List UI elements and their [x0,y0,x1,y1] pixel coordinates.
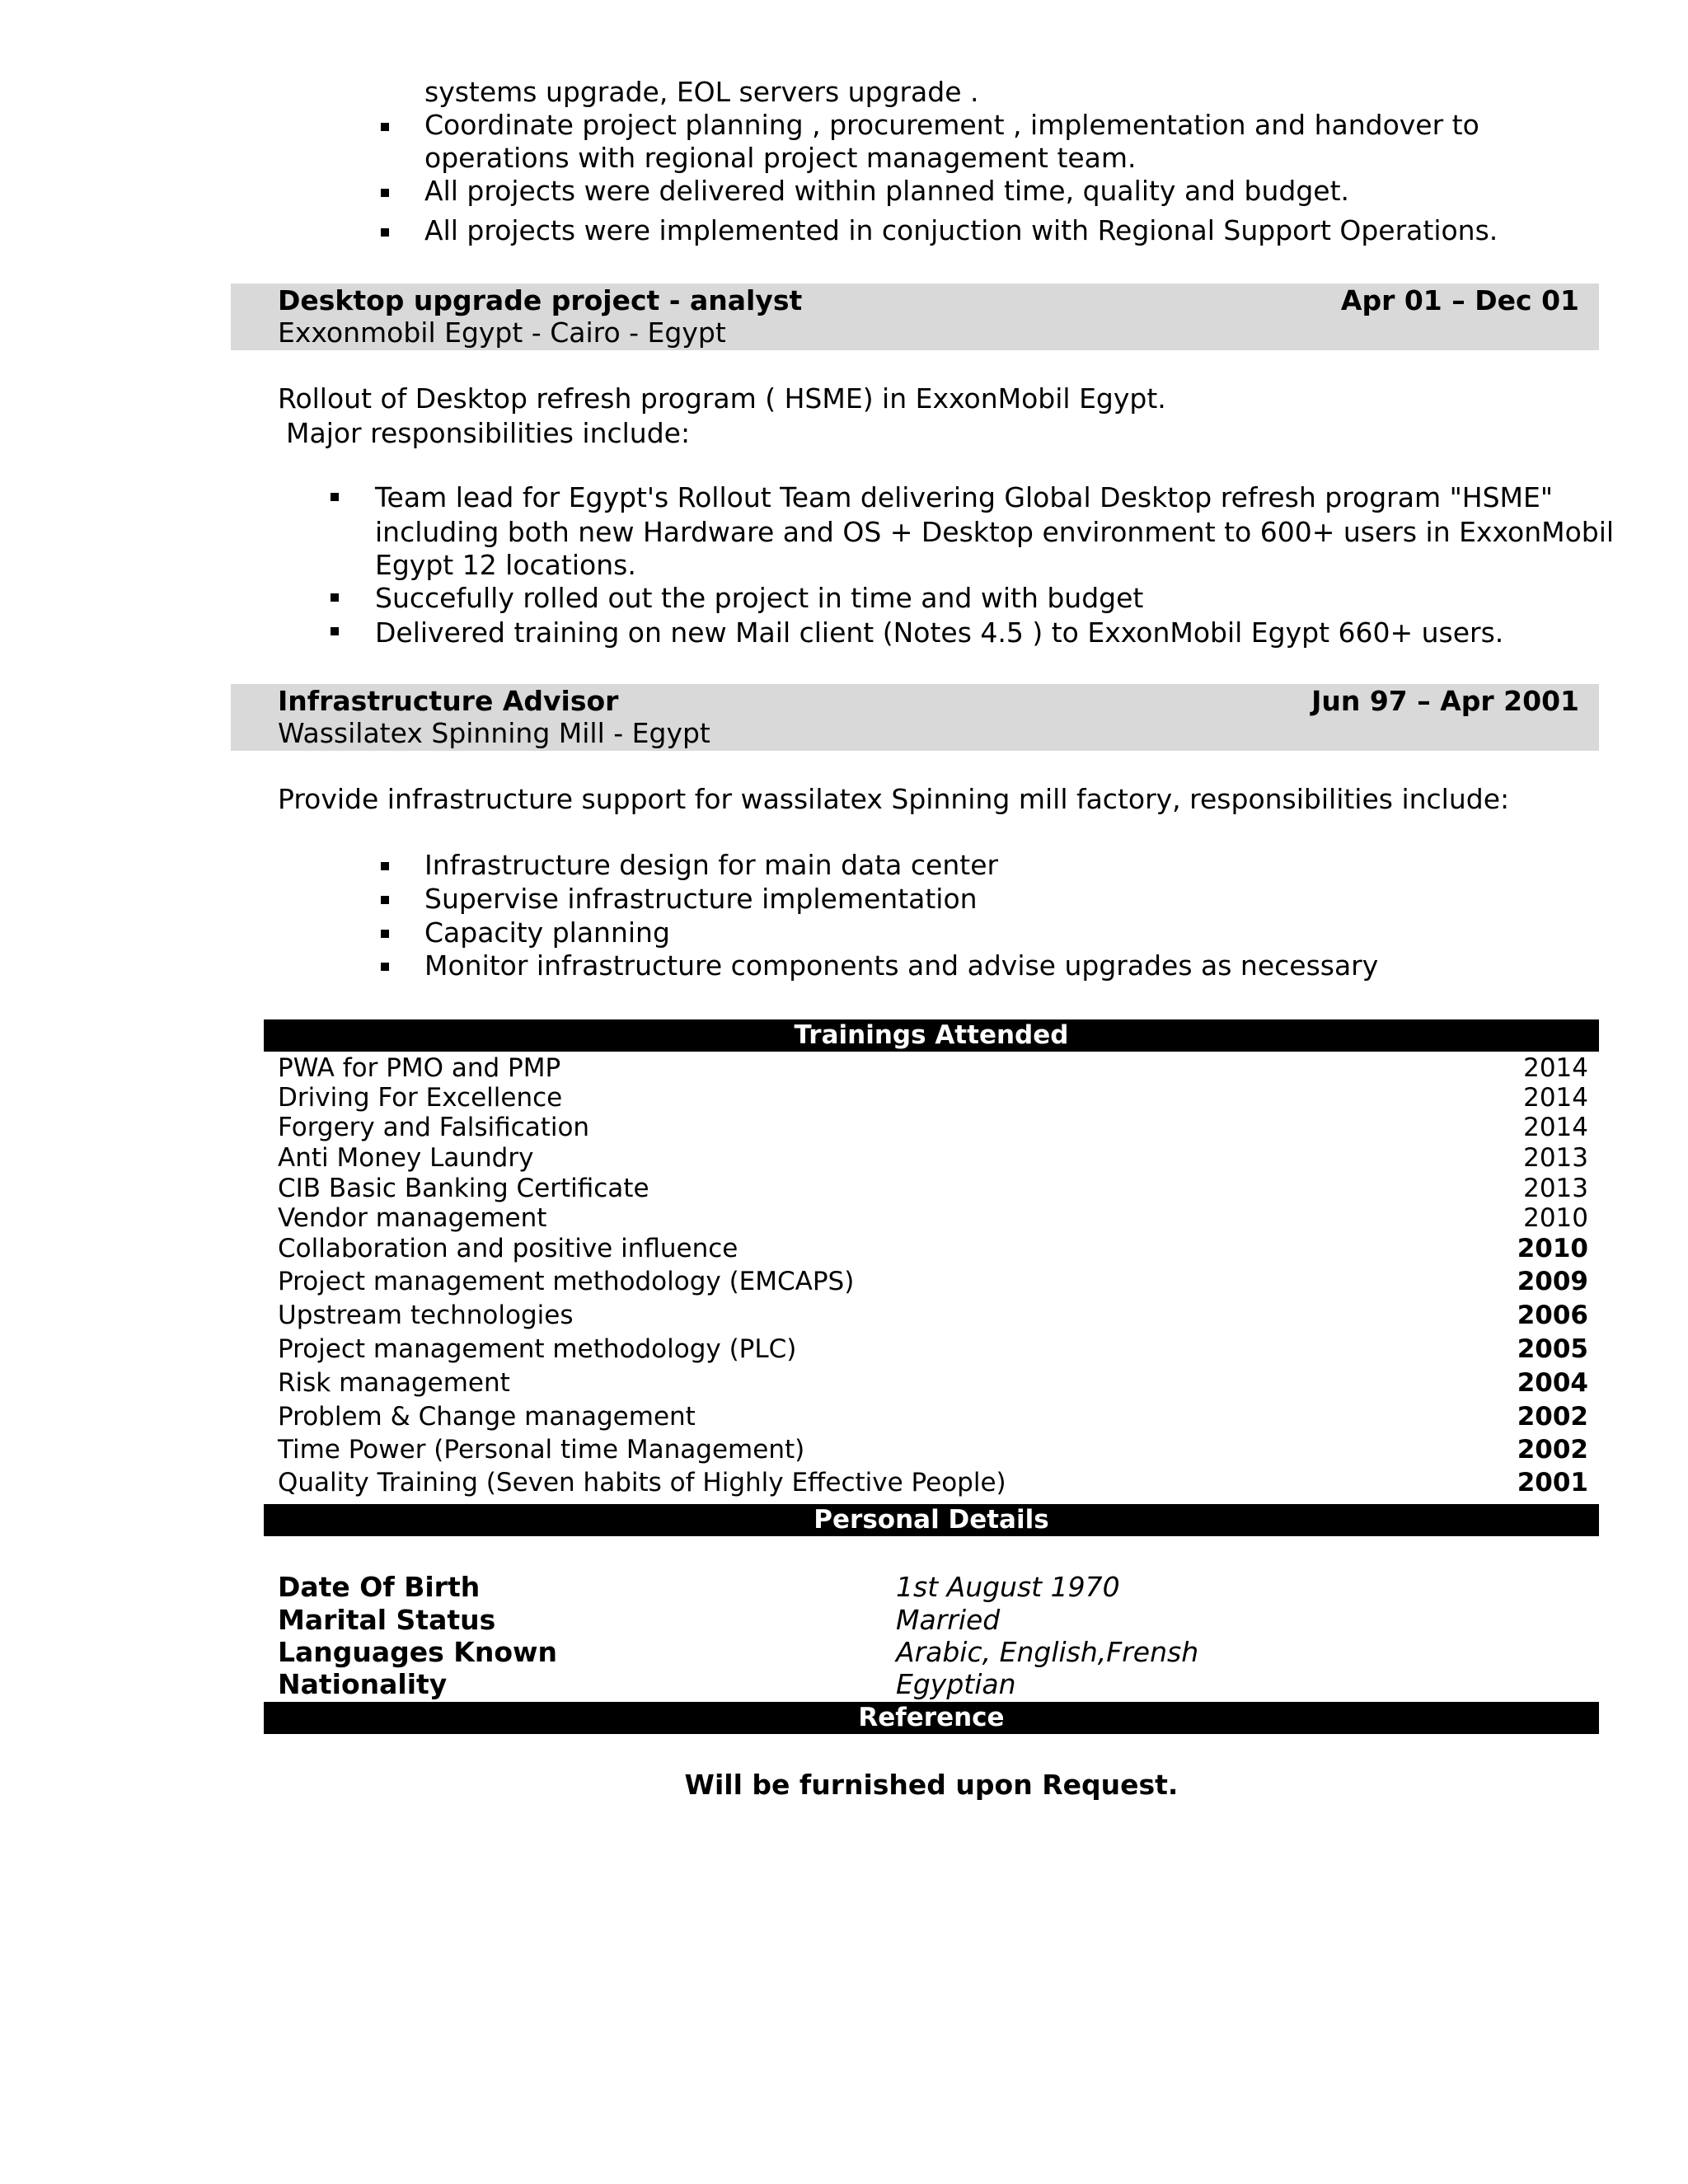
training-year: 2001 [1517,1468,1588,1497]
training-name: Risk management [278,1368,510,1398]
bullet-text: Delivered training on new Mail client (Notes 4.5 ) to ExxonMobil Egypt 660+ users. [375,616,1504,649]
bullet-marker [381,189,389,197]
training-name: PWA for PMO and PMP [278,1053,561,1083]
bullet-text: operations with regional project management team. [424,142,1137,174]
training-row [278,1234,1588,1267]
training-row [278,1402,1588,1435]
training-row [278,1368,1588,1402]
training-row [278,1174,1588,1203]
training-name: Project management methodology (EMCAPS) [278,1267,855,1296]
job-intro: Rollout of Desktop refresh program ( HSME) in ExxonMobil Egypt. [278,382,1166,415]
bullet-marker [381,228,389,237]
bullet-marker [381,123,389,131]
bullet-text: Capacity planning [424,916,670,949]
reference-heading: Reference [264,1702,1599,1734]
trainings-list [278,1053,1588,1499]
trainings-heading: Trainings Attended [264,1019,1599,1052]
job-company: Exxonmobil Egypt - Cairo - Egypt [278,316,726,349]
training-name: Problem & Change management [278,1402,696,1432]
job-intro: Provide infrastructure support for wassilatex Spinning mill factory, responsibilities include: [278,783,1510,815]
personal-heading: Personal Details [264,1504,1599,1536]
pd-label: Date Of Birth [278,1571,481,1603]
job-company: Wassilatex Spinning Mill - Egypt [278,717,710,749]
bullet-text: Team lead for Egypt's Rollout Team delivering Global Desktop refresh program "HSME" [375,481,1554,513]
pd-label: Nationality [278,1668,448,1700]
training-name: Upstream technologies [278,1301,574,1330]
training-year: 2005 [1517,1334,1588,1364]
pd-value: Arabic, English,Frensh [896,1636,1199,1668]
training-year: 2002 [1517,1435,1588,1465]
bullet-text: Egypt 12 locations. [375,549,636,581]
bullet-marker [381,930,389,938]
training-year: 2014 [1523,1083,1588,1113]
training-year: 2013 [1523,1174,1588,1203]
continuation-text: systems upgrade, EOL servers upgrade . [424,76,979,108]
bullet-text: including both new Hardware and OS + Desktop environment to 600+ users in ExxonMobil [375,516,1615,548]
reference-text: Will be furnished upon Request. [684,1769,1179,1801]
training-row [278,1334,1588,1368]
training-name: Forgery and Falsification [278,1113,590,1142]
training-row [278,1468,1588,1499]
bullet-text: Supervise infrastructure implementation [424,883,978,915]
training-name: Quality Training (Seven habits of Highly Effective People) [278,1468,1006,1497]
bullet-text: Coordinate project planning , procurement , implementation and handover to [424,109,1479,141]
bullet-marker [331,627,339,635]
training-row [278,1301,1588,1334]
pd-label: Marital Status [278,1604,496,1636]
training-year: 2002 [1517,1402,1588,1432]
training-name: CIB Basic Banking Certificate [278,1174,649,1203]
training-row [278,1053,1588,1083]
training-name: Project management methodology (PLC) [278,1334,797,1364]
pd-value: Married [896,1604,1001,1636]
job-intro: Major responsibilities include: [286,417,691,449]
bullet-marker [331,593,339,602]
training-name: Collaboration and positive influence [278,1234,738,1263]
pd-value: 1st August 1970 [896,1571,1120,1603]
pd-value: Egyptian [896,1668,1016,1700]
bullet-marker [381,963,389,971]
training-year: 2010 [1523,1203,1588,1233]
training-name: Anti Money Laundry [278,1143,534,1173]
bullet-marker [381,896,389,904]
bullet-text: Monitor infrastructure components and advise upgrades as necessary [424,949,1379,982]
training-year: 2010 [1517,1234,1588,1263]
training-year: 2006 [1517,1301,1588,1330]
training-year: 2014 [1523,1113,1588,1142]
training-year: 2009 [1517,1267,1588,1296]
training-name: Vendor management [278,1203,547,1233]
training-row [278,1203,1588,1234]
training-year: 2004 [1517,1368,1588,1398]
training-name: Driving For Excellence [278,1083,563,1113]
job-title: Infrastructure Advisor [278,685,619,717]
bullet-text: Succefully rolled out the project in time and with budget [375,582,1144,614]
job-dates: Jun 97 – Apr 2001 [1311,685,1579,717]
training-row [278,1083,1588,1113]
bullet-marker [381,862,389,870]
pd-label: Languages Known [278,1636,558,1668]
bullet-text: All projects were delivered within planned time, quality and budget. [424,175,1350,207]
bullet-text: Infrastructure design for main data center [424,849,999,881]
training-year: 2013 [1523,1143,1588,1173]
bullet-marker [331,493,339,501]
training-row [278,1267,1588,1301]
training-row [278,1143,1588,1174]
training-name: Time Power (Personal time Management) [278,1435,805,1465]
bullet-text: All projects were implemented in conjuction with Regional Support Operations. [424,214,1498,246]
job-dates: Apr 01 – Dec 01 [1340,284,1579,316]
training-year: 2014 [1523,1053,1588,1083]
training-row [278,1435,1588,1468]
job-title: Desktop upgrade project - analyst [278,284,803,316]
training-row [278,1113,1588,1143]
